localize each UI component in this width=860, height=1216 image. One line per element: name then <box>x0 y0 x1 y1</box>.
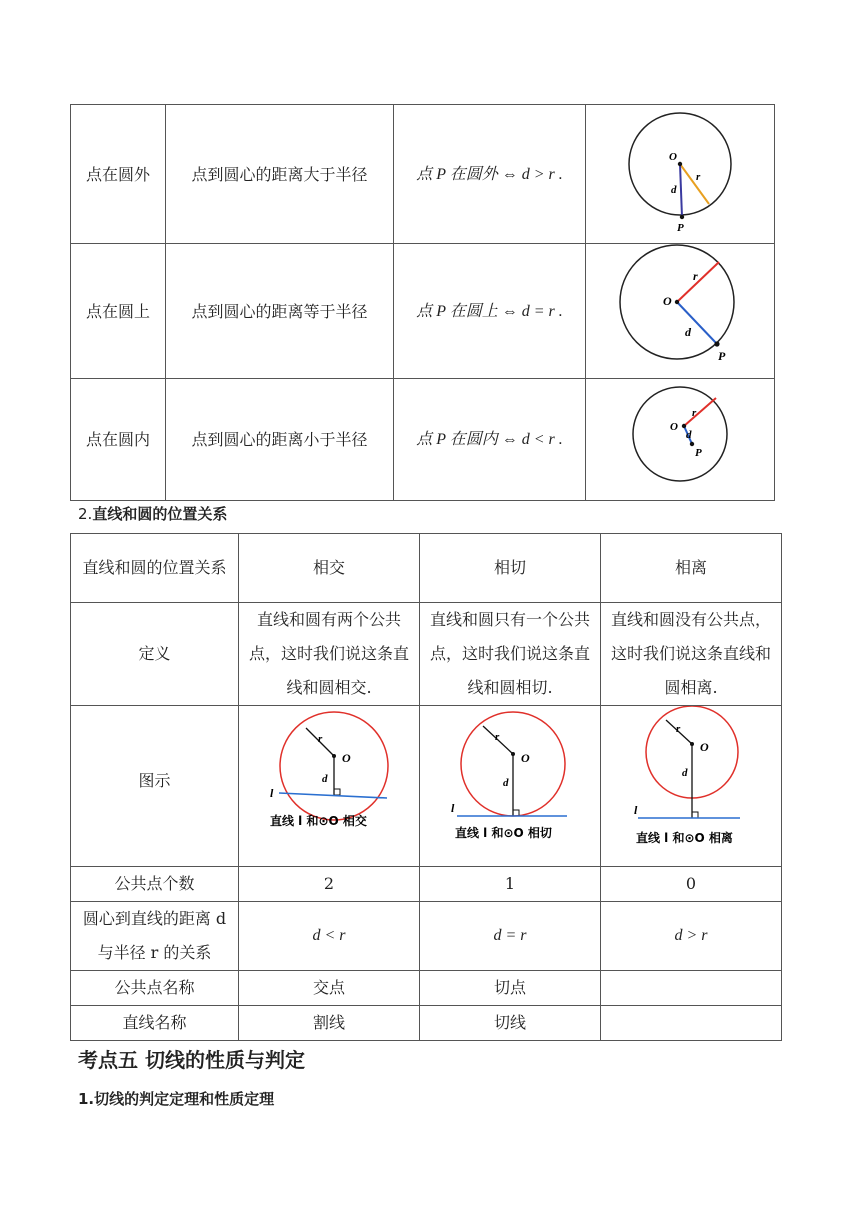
table-row <box>71 971 782 1006</box>
position-cell: 点在圆外 <box>71 105 166 244</box>
label-r: r <box>692 406 697 419</box>
distance-cell: d = r <box>420 902 601 971</box>
position-cell: 点在圆上 <box>71 244 166 379</box>
label-d: d <box>503 777 509 789</box>
figure-cell <box>239 706 420 867</box>
label-p: P <box>718 349 726 363</box>
table-row <box>71 902 782 971</box>
row-label: 公共点名称 <box>71 971 239 1006</box>
relation-cell: 点 P 在圆外 ⇔ d > r . <box>394 105 586 244</box>
table-row <box>71 244 775 379</box>
name-cell: 交点 <box>239 971 420 1006</box>
count-cell: 0 <box>601 867 782 902</box>
label-o: O <box>342 751 351 765</box>
row-label: 公共点个数 <box>71 867 239 902</box>
row-label: 定义 <box>71 603 239 706</box>
label-d: d <box>322 773 328 785</box>
description-cell: 点到圆心的距离大于半径 <box>166 105 394 244</box>
figure-caption: 直线 l 和⊙O 相离 <box>636 831 733 845</box>
name-cell: 切点 <box>420 971 601 1006</box>
distance-cell: d > r <box>601 902 782 971</box>
intersect-figure <box>254 710 404 850</box>
figure-caption: 直线 l 和⊙O 相切 <box>455 826 552 840</box>
table-row <box>71 379 775 501</box>
label-o: O <box>521 751 530 765</box>
label-r: r <box>495 731 500 743</box>
count-cell: 2 <box>239 867 420 902</box>
name-cell: 割线 <box>239 1006 420 1041</box>
label-d: d <box>686 428 692 441</box>
label-o: O <box>670 420 678 433</box>
table-row <box>71 105 775 244</box>
label-l: l <box>451 801 455 815</box>
figure-cell <box>586 105 775 244</box>
name-cell <box>601 1006 782 1041</box>
figure-cell <box>586 244 775 379</box>
label-d: d <box>682 767 688 779</box>
header-cell: 直线和圆的位置关系 <box>71 534 239 603</box>
row-label: 图示 <box>71 706 239 867</box>
relation-cell: 点 P 在圆上 ⇔ d = r . <box>394 244 586 379</box>
distance-cell: d < r <box>239 902 420 971</box>
point-inside-figure <box>630 382 730 486</box>
definition-cell: 直线和圆有两个公共点，这时我们说这条直线和圆相交. <box>239 603 420 706</box>
definition-cell: 直线和圆只有一个公共点，这时我们说这条直线和圆相切. <box>420 603 601 706</box>
row-label: 圆心到直线的距离 d 与半径 r 的关系 <box>71 902 239 971</box>
label-p: P <box>695 446 702 459</box>
header-cell: 相离 <box>601 534 782 603</box>
row-label: 直线名称 <box>71 1006 239 1041</box>
description-cell: 点到圆心的距离小于半径 <box>166 379 394 501</box>
figure-cell <box>601 706 782 867</box>
name-cell: 切线 <box>420 1006 601 1041</box>
label-l: l <box>270 786 274 800</box>
definition-cell: 直线和圆没有公共点，这时我们说这条直线和圆相离. <box>601 603 782 706</box>
table-header-row <box>71 534 782 603</box>
name-cell <box>601 971 782 1006</box>
separate-figure <box>616 706 766 854</box>
label-o: O <box>663 294 672 308</box>
position-cell: 点在圆内 <box>71 379 166 501</box>
label-d: d <box>685 325 691 339</box>
section-5-heading: 考点五 切线的性质与判定 <box>78 1048 305 1072</box>
label-d: d <box>671 183 677 196</box>
label-l: l <box>634 803 638 817</box>
description-cell: 点到圆心的距离等于半径 <box>166 244 394 379</box>
figure-cell <box>586 379 775 501</box>
label-p: P <box>677 221 684 231</box>
header-cell: 相交 <box>239 534 420 603</box>
table-row <box>71 603 782 706</box>
point-on-circle-figure <box>615 244 745 366</box>
label-r: r <box>318 733 323 745</box>
label-r: r <box>676 723 681 735</box>
point-outside-figure <box>625 106 735 231</box>
table-row <box>71 1006 782 1041</box>
count-cell: 1 <box>420 867 601 902</box>
figure-caption: 直线 l 和⊙O 相交 <box>270 814 367 828</box>
line-circle-table <box>70 533 782 1041</box>
point-circle-table <box>70 104 775 501</box>
tangent-figure <box>435 710 585 850</box>
relation-cell: 点 P 在圆内 ⇔ d < r . <box>394 379 586 501</box>
section-2-title: 2.直线和圆的位置关系 <box>78 505 228 523</box>
table-row <box>71 706 782 867</box>
label-r: r <box>696 170 701 183</box>
section-5-subheading: 1.切线的判定定理和性质定理 <box>78 1090 275 1108</box>
label-o: O <box>669 150 677 163</box>
label-r: r <box>693 269 698 283</box>
header-cell: 相切 <box>420 534 601 603</box>
figure-cell <box>420 706 601 867</box>
label-o: O <box>700 740 709 754</box>
table-row <box>71 867 782 902</box>
